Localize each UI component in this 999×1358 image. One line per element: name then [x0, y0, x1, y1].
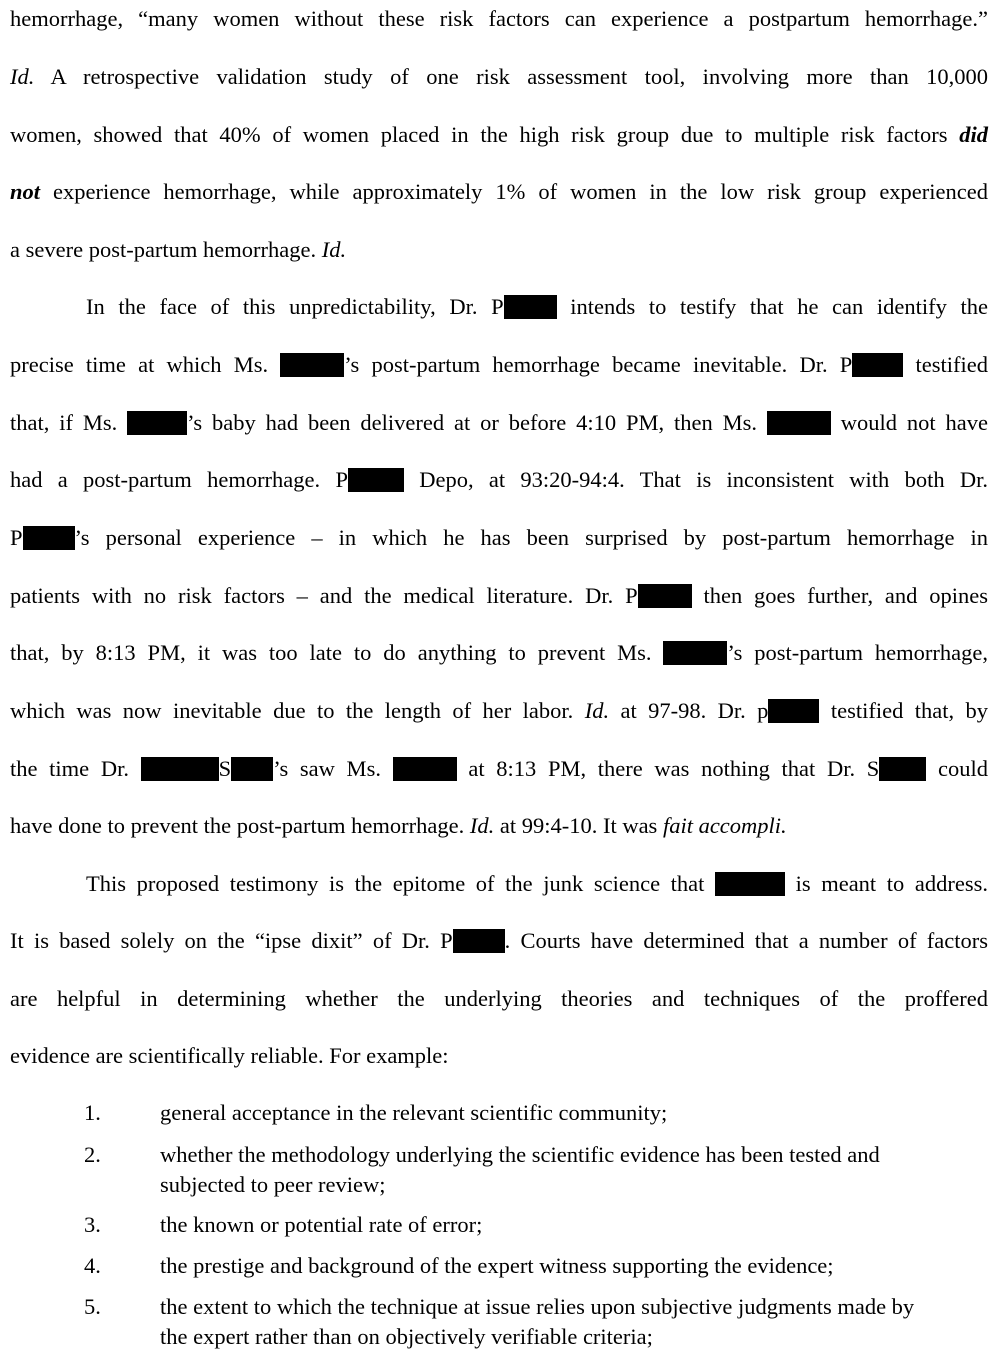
emphasis-text: did	[959, 122, 988, 147]
p2-line-9	[10, 754, 988, 784]
redaction-bar	[348, 468, 404, 492]
text-run: hemorrhage, “many women without these risk factors can experience a postpartum hemorrhage.”	[10, 6, 988, 31]
p2-line-3	[10, 408, 988, 438]
p2-line-4	[10, 465, 988, 495]
redaction-bar	[768, 699, 819, 723]
text-run: precise time at which Ms.	[10, 352, 281, 377]
text-run: intends to testify that he can identify the	[556, 294, 989, 319]
text-run: ’s post-partum hemorrhage became inevitable. Dr. P	[344, 352, 853, 377]
text-run: This proposed testimony is the epitome of the junk science that	[86, 871, 715, 896]
italic-phrase: fait accompli.	[662, 813, 787, 838]
p1-line-1	[10, 4, 988, 34]
redaction-bar	[141, 757, 219, 781]
citation-id: Id.	[10, 64, 35, 89]
text-run: are helpful in determining whether the underlying theories and techniques of the proffered	[10, 986, 988, 1011]
p2-line-10	[10, 811, 988, 841]
p1-line-4	[10, 177, 988, 207]
text-run: would not have	[830, 410, 988, 435]
list-number: 4.	[84, 1253, 101, 1278]
text-run: In the face of this unpredictability, Dr. P	[86, 294, 504, 319]
list-text: whether the methodology underlying the scientific evidence has been tested and subjected to peer review;	[160, 1142, 880, 1197]
list-text: the extent to which the technique at issue relies upon subjective judgments made by the expert rather than on objectively verifiable criteria;	[160, 1294, 915, 1349]
text-run: ’s baby had been delivered at or before 4:10 PM, then Ms.	[187, 410, 767, 435]
text-run: had a post-partum hemorrhage. P	[10, 467, 348, 492]
text-run: S	[218, 756, 232, 781]
redaction-bar	[453, 929, 505, 953]
emphasis-text: not	[10, 179, 41, 204]
citation-id: Id.	[321, 237, 347, 262]
p1-line-2	[10, 62, 988, 92]
redaction-bar	[879, 757, 926, 781]
redaction-bar	[127, 411, 187, 435]
p2-line-1	[10, 292, 988, 322]
redaction-bar	[393, 757, 457, 781]
p3-line-1	[10, 869, 988, 899]
list-number: 3.	[84, 1212, 101, 1237]
p2-line-2	[10, 350, 988, 380]
text-run: is meant to address.	[785, 871, 988, 896]
text-run: ’s personal experience – in which he has been surprised by post-partum hemorrhage in	[74, 525, 988, 550]
redaction-bar	[280, 353, 344, 377]
redaction-bar	[852, 353, 903, 377]
p3-line-3	[10, 984, 988, 1014]
redaction-bar	[767, 411, 831, 435]
text-run: at 97-98. Dr. p	[609, 698, 769, 723]
text-run: Depo, at 93:20-94:4. That is inconsistent with both Dr.	[403, 467, 988, 492]
text-run: at 99:4-10. It was	[494, 813, 663, 838]
p1-line-3	[10, 120, 988, 150]
list-text: general acceptance in the relevant scientific community;	[160, 1100, 668, 1125]
text-run: P	[10, 525, 23, 550]
text-run: that, if Ms.	[10, 410, 128, 435]
text-run: the time Dr.	[10, 756, 141, 781]
text-run: It is based solely on the “ipse dixit” of Dr. P	[10, 928, 453, 953]
redaction-bar	[715, 872, 785, 896]
p2-line-8	[10, 696, 988, 726]
list-number: 1.	[84, 1100, 101, 1125]
redaction-bar	[638, 584, 692, 608]
text-run: testified	[903, 352, 988, 377]
text-run: patients with no risk factors – and the medical literature. Dr. P	[10, 583, 638, 608]
text-run: could	[926, 756, 988, 781]
p3-line-4	[10, 1041, 988, 1071]
text-run: then goes further, and opines	[691, 583, 988, 608]
text-run: experience hemorrhage, while approximately 1% of women in the low risk group experienced	[40, 179, 988, 204]
p3-line-2	[10, 926, 988, 956]
redaction-bar	[231, 757, 273, 781]
text-run: have done to prevent the post-partum hemorrhage.	[10, 813, 470, 838]
text-run: ’s saw Ms.	[273, 756, 393, 781]
p2-line-5	[10, 523, 988, 553]
text-run: A retrospective validation study of one risk assessment tool, involving more than 10,000	[34, 64, 988, 89]
redaction-bar	[504, 295, 557, 319]
citation-id: Id.	[584, 698, 610, 723]
text-run: ’s post-partum hemorrhage,	[727, 640, 988, 665]
text-run: women, showed that 40% of women placed in the high risk group due to multiple risk factors	[10, 122, 960, 147]
text-run: a severe post-partum hemorrhage.	[10, 237, 322, 262]
text-run: evidence are scientifically reliable. For example:	[10, 1043, 449, 1068]
list-text: the known or potential rate of error;	[160, 1212, 483, 1237]
text-run: at 8:13 PM, there was nothing that Dr. S	[456, 756, 880, 781]
text-run: which was now inevitable due to the length of her labor.	[10, 698, 585, 723]
p2-line-7	[10, 638, 988, 668]
text-run: testified that, by	[819, 698, 988, 723]
citation-id: Id.	[469, 813, 495, 838]
list-number: 5.	[84, 1294, 101, 1319]
redaction-bar	[663, 641, 727, 665]
list-number: 2.	[84, 1142, 101, 1167]
text-run: . Courts have determined that a number of factors	[504, 928, 988, 953]
list-text: the prestige and background of the expert witness supporting the evidence;	[160, 1253, 834, 1278]
redaction-bar	[23, 526, 75, 550]
text-run: that, by 8:13 PM, it was too late to do anything to prevent Ms.	[10, 640, 664, 665]
p1-line-5	[10, 235, 988, 265]
p2-line-6	[10, 581, 988, 611]
